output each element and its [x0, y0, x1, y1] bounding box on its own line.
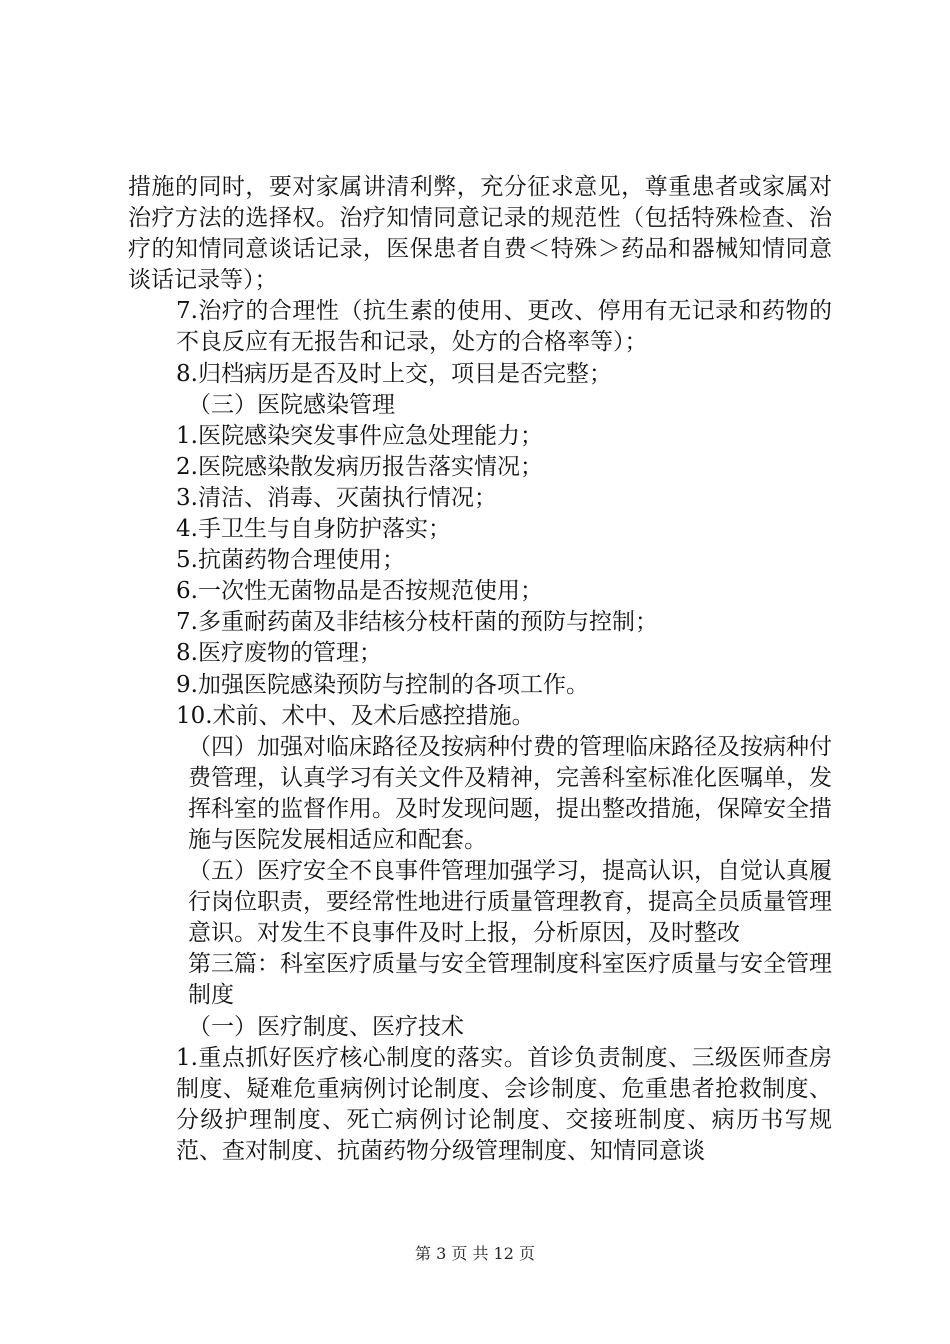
chapter-heading-part-3: 第三篇：科室医疗质量与安全管理制度科室医疗质量与安全管理制度: [188, 951, 832, 1009]
paragraph-item-8-archive: 8.归档病历是否及时上交，项目是否完整；: [176, 360, 612, 387]
list-item-infection-10: 10.术前、术中、及术后感控措施。: [176, 702, 535, 729]
list-item-infection-7: 7.多重耐药菌及非结核分枝杆菌的预防与控制；: [176, 609, 658, 636]
document-body: [128, 172, 832, 1167]
list-item-infection-6: 6.一次性无菌物品是否按规范使用；: [176, 578, 543, 605]
list-item-infection-9: 9.加强医院感染预防与控制的各项工作。: [176, 671, 589, 698]
list-item-infection-4: 4.手卫生与自身防护落实；: [176, 516, 451, 543]
list-item-infection-1: 1.医院感染突发事件应急处理能力；: [176, 422, 543, 449]
paragraph-item-7-treatment: 7.治疗的合理性（抗生素的使用、更改、停用有无记录和药物的不良反应有无报告和记录，处方的合格率等）；: [176, 298, 832, 356]
section-heading-infection: （三）医院感染管理: [188, 391, 395, 418]
page-number-footer: 第 3 页 共 12 页: [415, 1244, 535, 1263]
paragraph-clinical-pathway: （四）加强对临床路径及按病种付费的管理临床路径及按病种付费管理，认真学习有关文件及精神，完善科室标准化医嘱单，发挥科室的监督作用。及时发现问题，提出整改措施，保障安全措施与医院发展相适应和配套。: [188, 733, 832, 853]
list-item-infection-8: 8.医疗废物的管理；: [176, 640, 382, 667]
paragraph-core-system: 1.重点抓好医疗核心制度的落实。首诊负责制度、三级医师查房制度、疑难危重病例讨论制度、会诊制度、危重患者抢救制度、分级护理制度、死亡病例讨论制度、交接班制度、病历书写规范、查对制度、抗菌药物分级管理制度、知情同意谈: [176, 1044, 832, 1164]
paragraph-adverse-events: （五）医疗安全不良事件管理加强学习，提高认识，自觉认真履行岗位职责，要经常性地进行质量管理教育，提高全员质量管理意识。对发生不良事件及时上报，分析原因，及时整改: [188, 858, 832, 947]
list-item-infection-2: 2.医院感染散发病历报告落实情况；: [176, 453, 543, 480]
paragraph-consent: 措施的同时，要对家属讲清利弊，充分征求意见，尊重患者或家属对治疗方法的选择权。治疗知情同意记录的规范性（包括特殊检查、治疗的知情同意谈话记录，医保患者自费＜特殊＞药品和器械知情同意谈话记录等）；: [128, 174, 832, 294]
list-item-infection-5: 5.抗菌药物合理使用；: [176, 547, 405, 574]
section-heading-medical-system: （一）医疗制度、医疗技术: [188, 1013, 464, 1040]
list-item-infection-3: 3.清洁、消毒、灭菌执行情况；: [176, 484, 497, 511]
